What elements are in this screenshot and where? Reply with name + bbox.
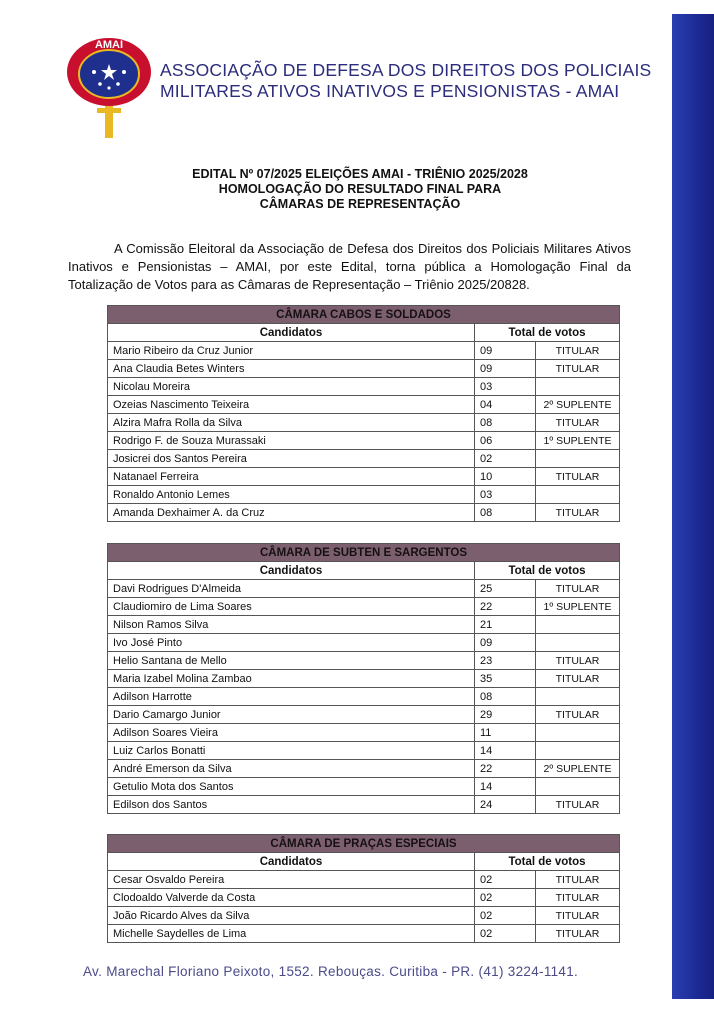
vote-count: 25 — [475, 580, 536, 598]
vote-count: 02 — [475, 871, 536, 889]
result-status — [536, 634, 620, 652]
candidate-name: Rodrigo F. de Souza Murassaki — [108, 432, 475, 450]
vote-count: 29 — [475, 706, 536, 724]
column-header-votes: Total de votos — [475, 853, 620, 871]
vote-count: 14 — [475, 778, 536, 796]
result-status — [536, 378, 620, 396]
result-status: TITULAR — [536, 889, 620, 907]
vote-count: 09 — [475, 342, 536, 360]
vote-count: 35 — [475, 670, 536, 688]
vote-count: 24 — [475, 796, 536, 814]
table-row — [108, 634, 620, 652]
table-title: CÂMARA DE PRAÇAS ESPECIAIS — [108, 835, 620, 853]
org-line-2: MILITARES ATIVOS INATIVOS E PENSIONISTAS - AMAI — [160, 81, 620, 101]
column-header-candidates: Candidatos — [108, 853, 475, 871]
vote-count: 03 — [475, 378, 536, 396]
candidate-name: Nilson Ramos Silva — [108, 616, 475, 634]
result-status: 1º SUPLENTE — [536, 432, 620, 450]
table-row — [108, 432, 620, 450]
result-status — [536, 486, 620, 504]
table-row — [108, 706, 620, 724]
candidate-name: Adilson Soares Vieira — [108, 724, 475, 742]
organization-name — [160, 60, 651, 102]
table-row — [108, 378, 620, 396]
result-status: 2º SUPLENTE — [536, 760, 620, 778]
candidate-name: Amanda Dexhaimer A. da Cruz — [108, 504, 475, 522]
vote-count: 09 — [475, 360, 536, 378]
table-subten-sargentos — [107, 543, 620, 814]
table-row — [108, 342, 620, 360]
vote-count: 02 — [475, 925, 536, 943]
candidate-name: Michelle Saydelles de Lima — [108, 925, 475, 943]
footer-address: Av. Marechal Floriano Peixoto, 1552. Rebouças. Curitiba - PR. (41) 3224-1141. — [83, 964, 579, 979]
column-header-candidates: Candidatos — [108, 324, 475, 342]
vote-count: 14 — [475, 742, 536, 760]
table-pracas-especiais — [107, 834, 620, 943]
result-status — [536, 688, 620, 706]
vote-count: 03 — [475, 486, 536, 504]
edital-title — [150, 167, 570, 212]
table-row — [108, 907, 620, 925]
table-row — [108, 504, 620, 522]
vote-count: 02 — [475, 889, 536, 907]
result-status — [536, 742, 620, 760]
candidate-name: Ronaldo Antonio Lemes — [108, 486, 475, 504]
table-row — [108, 742, 620, 760]
vote-count: 11 — [475, 724, 536, 742]
result-status: 1º SUPLENTE — [536, 598, 620, 616]
result-status — [536, 724, 620, 742]
table-row — [108, 414, 620, 432]
candidate-name: Luiz Carlos Bonatti — [108, 742, 475, 760]
table-row — [108, 396, 620, 414]
candidate-name: Edilson dos Santos — [108, 796, 475, 814]
table-row — [108, 871, 620, 889]
logo-text: AMAI — [94, 39, 124, 51]
table-row — [108, 778, 620, 796]
result-status: TITULAR — [536, 580, 620, 598]
result-status: TITULAR — [536, 871, 620, 889]
vote-count: 21 — [475, 616, 536, 634]
table-row — [108, 796, 620, 814]
candidate-name: Dario Camargo Junior — [108, 706, 475, 724]
candidate-name: João Ricardo Alves da Silva — [108, 907, 475, 925]
candidate-name: Natanael Ferreira — [108, 468, 475, 486]
column-header-votes: Total de votos — [475, 324, 620, 342]
table-row — [108, 925, 620, 943]
vote-count: 09 — [475, 634, 536, 652]
result-status: TITULAR — [536, 925, 620, 943]
vote-count: 22 — [475, 598, 536, 616]
column-header-candidates: Candidatos — [108, 562, 475, 580]
candidate-name: Alzira Mafra Rolla da Silva — [108, 414, 475, 432]
candidate-name: André Emerson da Silva — [108, 760, 475, 778]
table-row — [108, 760, 620, 778]
result-status: TITULAR — [536, 706, 620, 724]
vote-count: 08 — [475, 414, 536, 432]
candidate-name: Adilson Harrotte — [108, 688, 475, 706]
vote-count: 02 — [475, 907, 536, 925]
vote-count: 08 — [475, 688, 536, 706]
vote-count: 06 — [475, 432, 536, 450]
result-status: TITULAR — [536, 907, 620, 925]
result-status: TITULAR — [536, 360, 620, 378]
table-row — [108, 486, 620, 504]
title-line-1: EDITAL Nº 07/2025 ELEIÇÕES AMAI - TRIÊNIO 2025/2028 — [192, 167, 528, 181]
candidate-name: Ozeias Nascimento Teixeira — [108, 396, 475, 414]
result-status: TITULAR — [536, 652, 620, 670]
vote-count: 08 — [475, 504, 536, 522]
table-row — [108, 688, 620, 706]
candidate-name: Claudiomiro de Lima Soares — [108, 598, 475, 616]
result-status — [536, 616, 620, 634]
candidate-name: Josicrei dos Santos Pereira — [108, 450, 475, 468]
page-edge-background — [672, 14, 714, 999]
table-row — [108, 670, 620, 688]
table-row — [108, 616, 620, 634]
vote-count: 02 — [475, 450, 536, 468]
vote-count: 23 — [475, 652, 536, 670]
table-row — [108, 652, 620, 670]
result-status — [536, 450, 620, 468]
candidate-name: Nicolau Moreira — [108, 378, 475, 396]
amai-logo-icon — [64, 24, 154, 140]
candidate-name: Cesar Osvaldo Pereira — [108, 871, 475, 889]
candidate-name: Getulio Mota dos Santos — [108, 778, 475, 796]
title-line-3: CÂMARAS DE REPRESENTAÇÃO — [259, 197, 461, 211]
table-row — [108, 598, 620, 616]
vote-count: 04 — [475, 396, 536, 414]
table-title: CÂMARA CABOS E SOLDADOS — [108, 306, 620, 324]
intro-text: A Comissão Eleitoral da Associação de Defesa dos Direitos dos Policiais Militares Ativos Inativos e Pensionistas – AMAI, por este Edital, torna pública a Homologação Final da Totalização de Votos para as Câmaras de Representação – Triênio 2025/20828. — [68, 241, 631, 292]
table-row — [108, 889, 620, 907]
table-row — [108, 360, 620, 378]
table-cabos-soldados — [107, 305, 620, 522]
result-status: 2º SUPLENTE — [536, 396, 620, 414]
column-header-votes: Total de votos — [475, 562, 620, 580]
result-status — [536, 778, 620, 796]
candidate-name: Ivo José Pinto — [108, 634, 475, 652]
table-row — [108, 450, 620, 468]
result-status: TITULAR — [536, 670, 620, 688]
candidate-name: Davi Rodrigues D'Almeida — [108, 580, 475, 598]
result-status: TITULAR — [536, 414, 620, 432]
vote-count: 10 — [475, 468, 536, 486]
table-row — [108, 580, 620, 598]
result-status: TITULAR — [536, 796, 620, 814]
candidate-name: Clodoaldo Valverde da Costa — [108, 889, 475, 907]
candidate-name: Maria Izabel Molina Zambao — [108, 670, 475, 688]
result-status: TITULAR — [536, 504, 620, 522]
table-row — [108, 724, 620, 742]
org-line-1: ASSOCIAÇÃO DE DEFESA DOS DIREITOS DOS POLICIAIS — [160, 60, 652, 80]
title-line-2: HOMOLOGAÇÃO DO RESULTADO FINAL PARA — [218, 182, 502, 196]
intro-paragraph — [68, 240, 631, 294]
candidate-name: Ana Claudia Betes Winters — [108, 360, 475, 378]
candidate-name: Mario Ribeiro da Cruz Junior — [108, 342, 475, 360]
result-status: TITULAR — [536, 468, 620, 486]
table-title: CÂMARA DE SUBTEN E SARGENTOS — [108, 544, 620, 562]
result-status: TITULAR — [536, 342, 620, 360]
candidate-name: Helio Santana de Mello — [108, 652, 475, 670]
table-row — [108, 468, 620, 486]
vote-count: 22 — [475, 760, 536, 778]
